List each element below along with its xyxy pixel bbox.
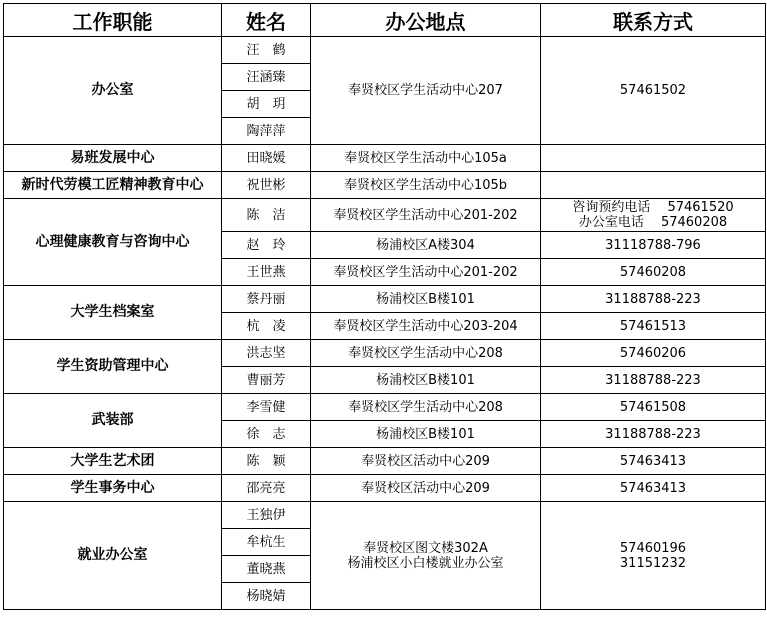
table-row: [4, 394, 766, 421]
contact-cell: 57461502: [541, 37, 766, 145]
office-line: 杨浦校区小白楼就业办公室: [347, 555, 504, 571]
contact-cell: 57463413: [541, 448, 766, 475]
office-cell: 奉贤校区学生活动中心208: [311, 394, 541, 421]
dept-cell: 大学生档案室: [4, 286, 222, 340]
name-cell: 陈 颖: [222, 448, 311, 475]
contact-cell: 31118788-796: [541, 232, 766, 259]
table-row: [4, 475, 766, 502]
name-cell: 陈 洁: [222, 199, 311, 232]
office-cell: 奉贤校区学生活动中心105a: [311, 145, 541, 172]
office-cell: 奉贤校区学生活动中心207: [311, 37, 541, 145]
name-cell: 胡 玥: [222, 91, 311, 118]
dept-cell: 办公室: [4, 37, 222, 145]
contact-line: 咨询预约电话 57461520: [572, 200, 734, 215]
office-cell: 杨浦校区B楼101: [311, 286, 541, 313]
table-row: [4, 448, 766, 475]
contact-line: 57460196: [619, 540, 687, 556]
header-office: 办公地点: [311, 4, 541, 37]
contact-line: 办公室电话 57460208: [578, 215, 728, 230]
office-cell: 奉贤校区学生活动中心105b: [311, 172, 541, 199]
name-cell: 李雪健: [222, 394, 311, 421]
contact-cell: 57461508: [541, 394, 766, 421]
office-cell: 杨浦校区B楼101: [311, 367, 541, 394]
office-cell: 奉贤校区学生活动中心201-202: [311, 259, 541, 286]
contact-cell: 31188788-223: [541, 421, 766, 448]
name-cell: 洪志坚: [222, 340, 311, 367]
dept-cell: 就业办公室: [4, 502, 222, 610]
name-cell: 杭 凌: [222, 313, 311, 340]
contact-cell: 31188788-223: [541, 367, 766, 394]
dept-cell: 新时代劳模工匠精神教育中心: [4, 172, 222, 199]
name-cell: 杨晓婧: [222, 583, 311, 610]
contact-cell: 57460206: [541, 340, 766, 367]
name-cell: 邵亮亮: [222, 475, 311, 502]
name-cell: 王世燕: [222, 259, 311, 286]
header-name: 姓名: [222, 4, 311, 37]
dept-cell: 心理健康教育与咨询中心: [4, 199, 222, 286]
office-cell: 奉贤校区学生活动中心203-204: [311, 313, 541, 340]
table-row: [4, 340, 766, 367]
name-cell: 王独伊: [222, 502, 311, 529]
dept-cell: 武装部: [4, 394, 222, 448]
name-cell: 曹丽芳: [222, 367, 311, 394]
table-row: [4, 286, 766, 313]
dept-cell: 学生资助管理中心: [4, 340, 222, 394]
name-cell: 董晓燕: [222, 556, 311, 583]
dept-cell: 易班发展中心: [4, 145, 222, 172]
header-row: [4, 4, 766, 37]
office-cell: 奉贤校区活动中心209: [311, 448, 541, 475]
office-line: 奉贤校区图文楼302A: [363, 540, 488, 556]
office-cell: 奉贤校区活动中心209: [311, 475, 541, 502]
name-cell: 陶萍萍: [222, 118, 311, 145]
table-row: [4, 37, 766, 64]
header-function: 工作职能: [4, 4, 222, 37]
name-cell: 汪 鹤: [222, 37, 311, 64]
dept-cell: 大学生艺术团: [4, 448, 222, 475]
contact-cell: [541, 199, 766, 232]
table-row: [4, 199, 766, 232]
contact-line: 31151232: [619, 555, 687, 571]
contact-cell: 57463413: [541, 475, 766, 502]
office-cell: 杨浦校区A楼304: [311, 232, 541, 259]
contact-cell: 57460208: [541, 259, 766, 286]
contact-cell: [541, 172, 766, 199]
contact-table: [3, 3, 766, 610]
office-cell: [311, 502, 541, 610]
name-cell: 赵 玲: [222, 232, 311, 259]
office-cell: 奉贤校区学生活动中心208: [311, 340, 541, 367]
name-cell: 汪涵臻: [222, 64, 311, 91]
office-cell: 杨浦校区B楼101: [311, 421, 541, 448]
dept-cell: 学生事务中心: [4, 475, 222, 502]
contact-cell: 57461513: [541, 313, 766, 340]
table-row: [4, 145, 766, 172]
name-cell: 徐 志: [222, 421, 311, 448]
contact-cell: [541, 145, 766, 172]
header-contact: 联系方式: [541, 4, 766, 37]
name-cell: 牟杭生: [222, 529, 311, 556]
name-cell: 田晓媛: [222, 145, 311, 172]
office-cell: 奉贤校区学生活动中心201-202: [311, 199, 541, 232]
contact-cell: 31188788-223: [541, 286, 766, 313]
name-cell: 蔡丹丽: [222, 286, 311, 313]
contact-cell: [541, 502, 766, 610]
name-cell: 祝世彬: [222, 172, 311, 199]
table-row: [4, 172, 766, 199]
table-row: [4, 502, 766, 529]
